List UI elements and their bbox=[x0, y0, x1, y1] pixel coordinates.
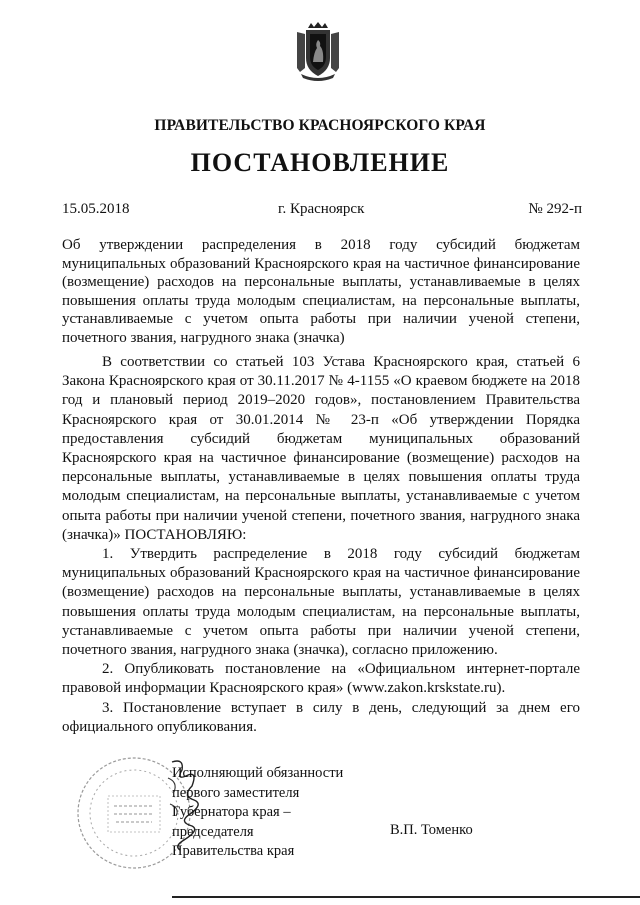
document-subject: Об утверждении распределения в 2018 году субсидий бюджетам муниципальных образований Красноярского края на частичное финансирование (возмещение) расходов на персональные выплаты, устанавливаемые в целях повышения оплаты труда молодым специалистам, на персональные выплаты, устанавливаемые с учетом опыта работы при наличии ученой степени, почетного звания, нагрудного знака (значка) bbox=[62, 237, 580, 346]
preamble-paragraph: В соответствии со статьей 103 Устава Красноярского края, статьей 6 Закона Красноярского края от 30.11.2017 № 4-1155 «О краевом бюджете на 2018 год и плановый период 2019–2020 годов», постановлением Правительства Красноярского края от 30.01.2014 № 23-п «Об утверждении Порядка предоставления субсидий бюджетам муниципальных образований Красноярского края на частичное финансирование (возмещение) расходов на персональные выплаты, устанавливаемые в целях повышения оплаты труда молодым специалистам, на персональные выплаты, устанавливаемые с учетом опыта работы при наличии ученой степени, почетного звания, нагрудного знака (значка)» ПОСТАНОВЛЯЮ: bbox=[62, 354, 580, 543]
signature-block bbox=[172, 764, 343, 862]
signer-position-line-5: Правительства края bbox=[172, 843, 295, 860]
government-title: ПРАВИТЕЛЬСТВО КРАСНОЯРСКОГО КРАЯ bbox=[154, 117, 486, 134]
coat-of-arms-icon bbox=[293, 22, 343, 82]
signer-position-line-3: Губернатора края – bbox=[172, 804, 291, 821]
signer-position-line-1: Исполняющий обязанности bbox=[172, 765, 344, 781]
signer-position-line-2: первого заместителя bbox=[172, 784, 300, 801]
bottom-divider bbox=[172, 896, 640, 898]
document-number: № 292-п bbox=[528, 201, 582, 217]
clause-2: 2. Опубликовать постановление на «Официальном интернет-портале правовой информации Красноярского края» (www.zakon.krskstate.ru). bbox=[62, 661, 580, 697]
clause-1: 1. Утвердить распределение в 2018 году субсидий бюджетам муниципальных образований Красноярского края на частичное финансирование (возмещение) расходов на персональные выплаты, устанавливаемые в целях повышения оплаты труда молодым специалистам, на персональные выплаты, устанавливаемые с учетом опыта работы при наличии ученой степени, почетного звания, нагрудного знака (значка), согласно приложению. bbox=[62, 546, 580, 659]
document-date: 15.05.2018 bbox=[62, 201, 130, 217]
document-type-title: ПОСТАНОВЛЕНИЕ bbox=[190, 148, 450, 177]
document-body bbox=[62, 353, 580, 737]
signer-name: В.П. Томенко bbox=[390, 822, 473, 838]
signer-position-line-4: председателя bbox=[172, 823, 254, 840]
document-city: г. Красноярск bbox=[278, 201, 365, 217]
clause-3: 3. Постановление вступает в силу в день, следующий за днем его официального опубликования. bbox=[62, 699, 580, 735]
